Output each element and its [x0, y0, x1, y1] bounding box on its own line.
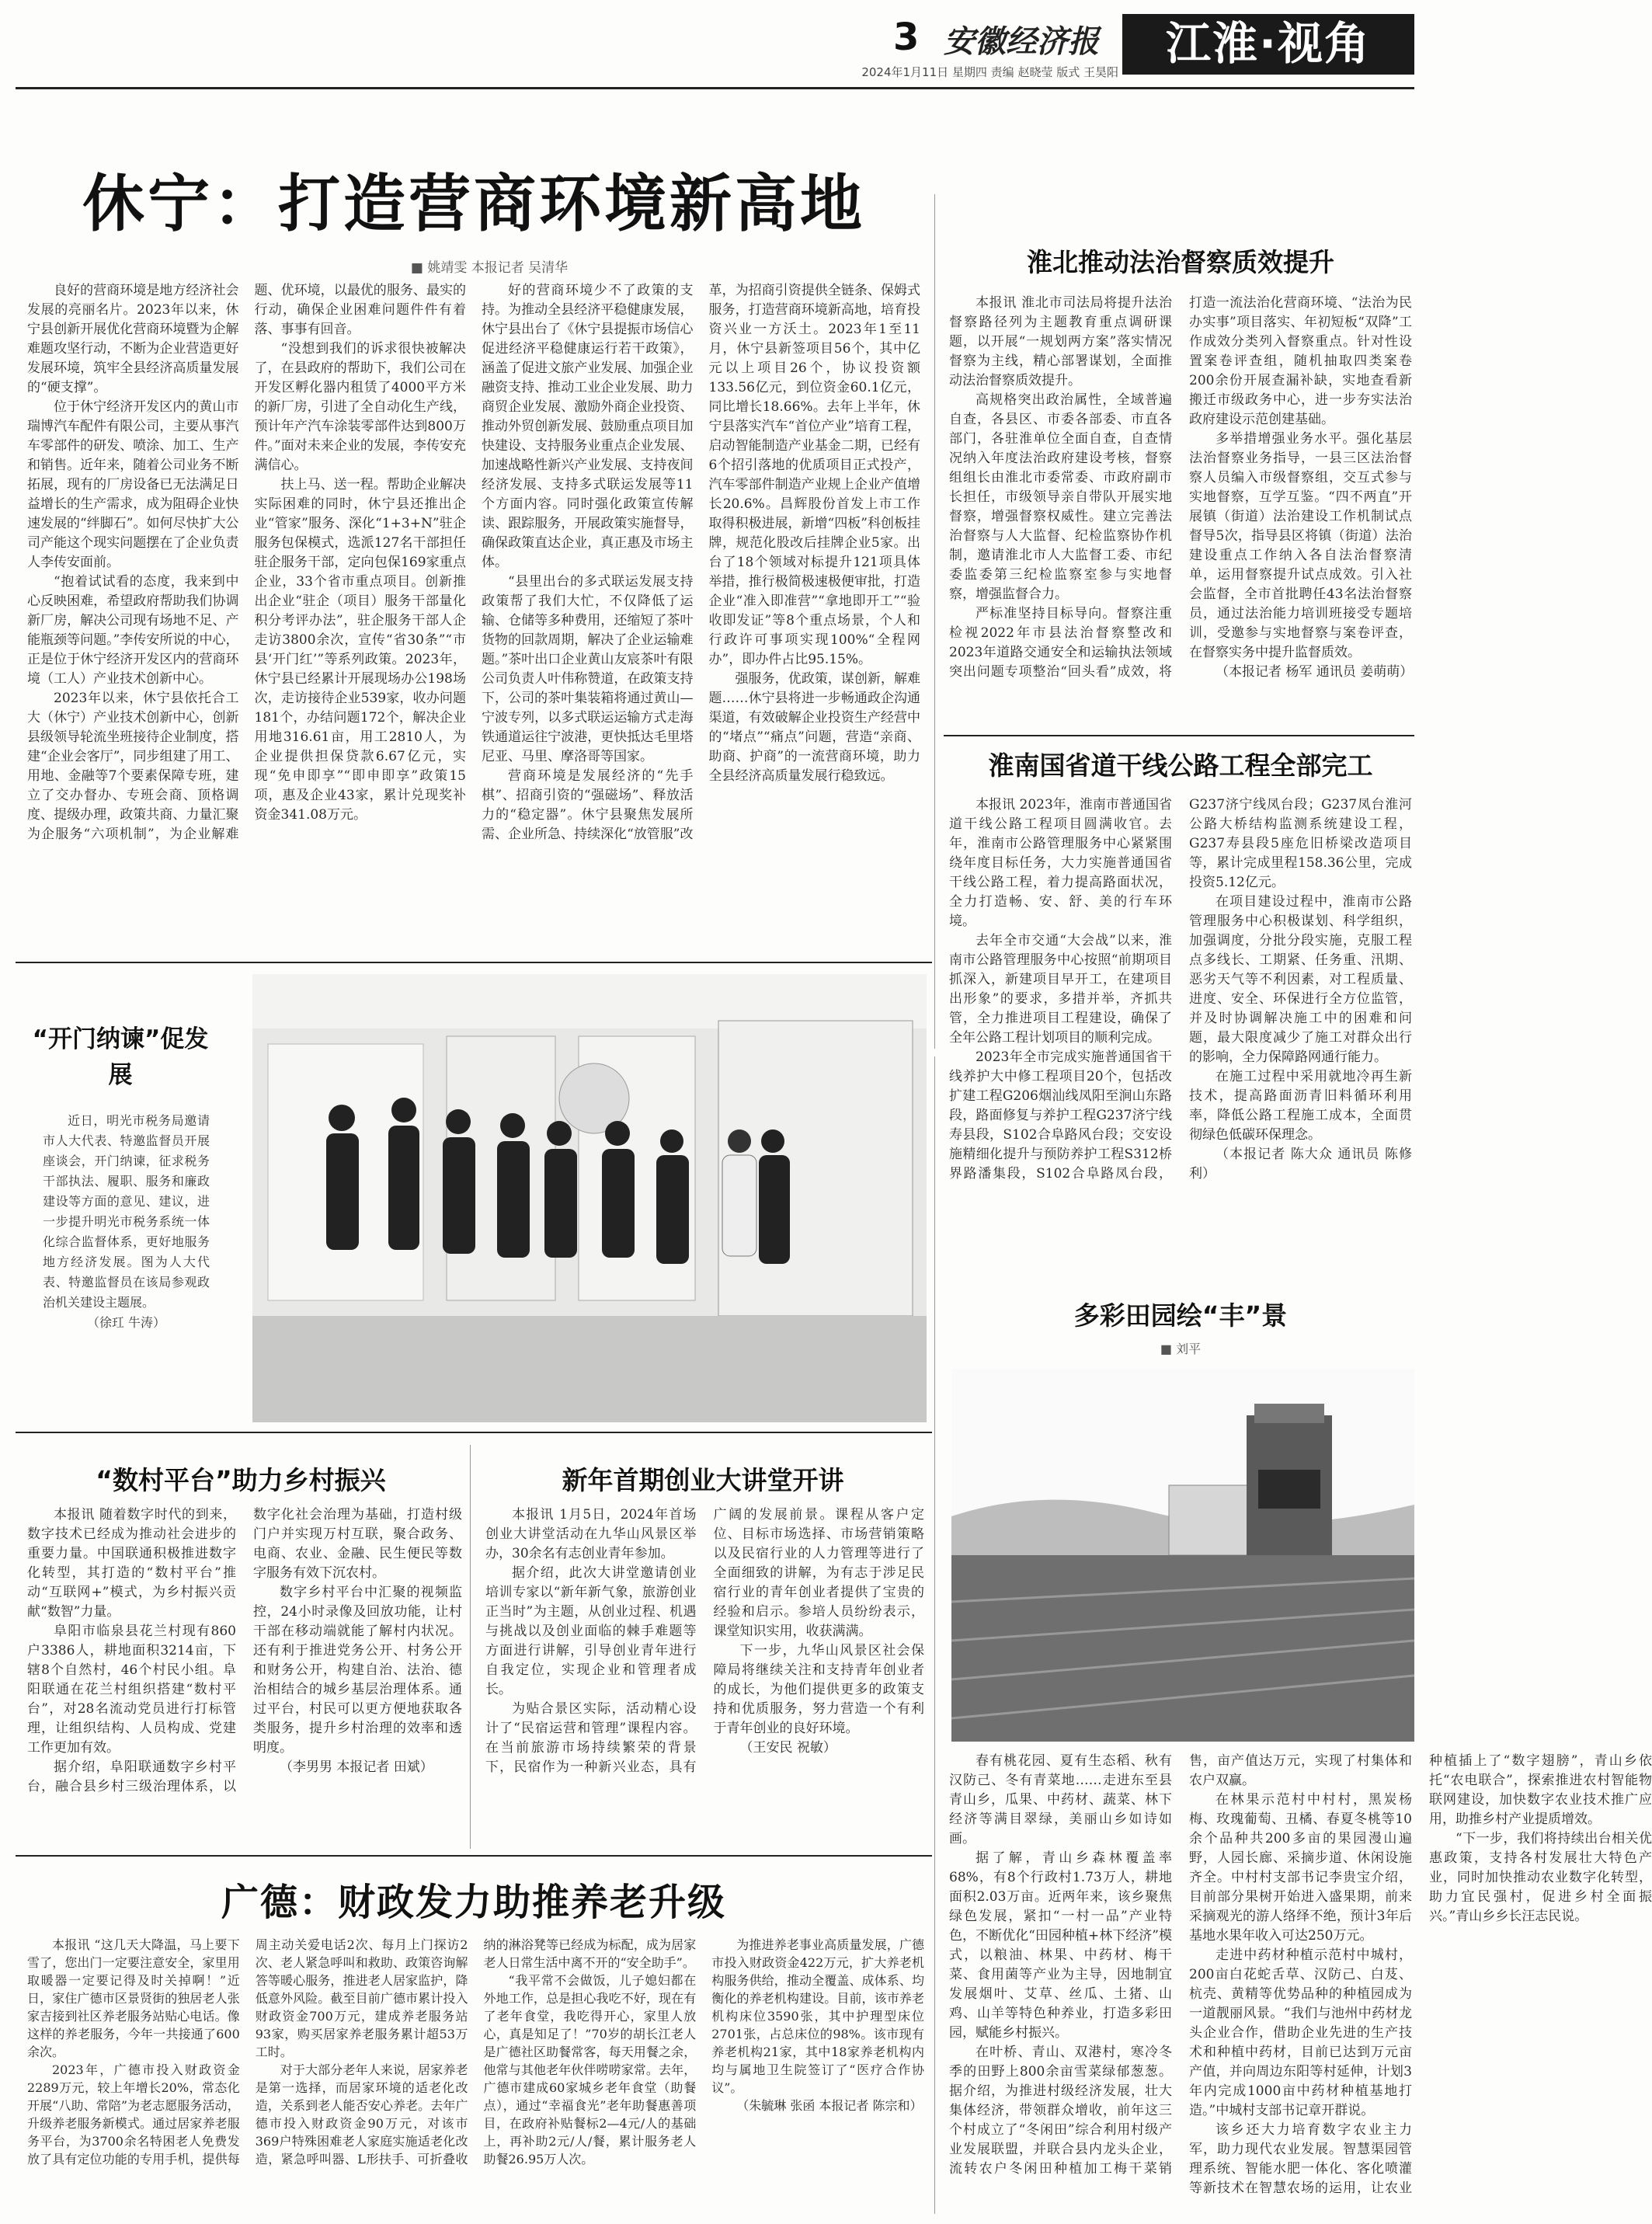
section-rule	[16, 962, 932, 963]
a1-para: 2023年以来，休宁县依托合工大（休宁）产业技术创新中心，创新县级领导轮流坐班接待企业制度，搭建“企业会客厅”，同步组建了用工、用地、金融等7个要素保障专班，建立了交办督办、专班会商、顶格调度、提级办理，政策共商、力量汇聚为企服务“六项机制”，为企业解难题、优环境，以最优的服务、最实的行动，确保企业困难问题件件有着落、事事有回音。	[27, 283, 466, 842]
a1-para: 强服务，优政策，谋创新，解难题……休宁县将进一步畅通政企沟通渠道，有效破解企业投资生产经营中的“堵点”“痛点”问题，营造“亲商、助商、护商”的一流营商环境，助力全县经济高质量发展行稳致远。	[708, 671, 920, 784]
a4-caption	[43, 1111, 210, 1367]
a5-para: “下一步，我们将持续出台相关优惠政策，支持各村发展壮大特色产业，同时加快推动农业数字化转型，助力宜民强村，促进乡村全面振兴。”青山乡乡长汪志民说。	[1429, 1831, 1652, 1924]
a8-body	[27, 1936, 924, 2212]
a8-title: 广德：财政发力助推养老升级	[221, 1881, 726, 1924]
masthead-rule	[16, 87, 1414, 89]
a7-para: 为贴合景区实际，活动精心设计了“民宿运营和管理”课程内容。在当前旅游市场持续繁荣的背景下，民宿作为一种新兴业态，具有广阔的发展前景。课程从客户定位、目标市场选择、市场营销策略以及民宿行业的人力管理等进行了全面细致的讲解，为有志于涉足民宿行业的青年创业者提供了宝贵的经验和启示。参培人员纷纷表示，课堂知识实用，收获满满。	[485, 1507, 924, 1775]
a1-para: 好的营商环境少不了政策的支持。为推动全县经济平稳健康发展，休宁县出台了《休宁县提振市场信心促进经济平稳健康运行若干政策》，涵盖了促进文旅产业发展、加强企业融资支持、推动工业企业发展、助力商贸企业发展、激励外商企业投资、推动外贸创新发展、鼓励重点项目加快建设、支持服务业重点企业发展、加速战略性新兴产业发展、支持夜间经济发展、支持多式联运发展等11个方面内容。同时强化政策宣传解读、跟踪服务，开展政策实施督导，确保政策直达企业，真正惠及市场主体。	[482, 283, 694, 570]
a5-para: 走进中药材种植示范村中城村，200亩白花蛇舌草、汉防己、白芨、杭壳、黄精等优势品种的种植园成为一道靓丽风景。“我们与池州中药材龙头企业合作，借助企业先进的生产技术和种植中药材，目前已达到万元亩产值，并向周边东阳等村延伸，计划3年内完成1000亩中药材种植基地打造。”中城村支部书记章开群说。	[1189, 1947, 1412, 2118]
a1-para: 良好的营商环境是地方经济社会发展的亮丽名片。2023年以来，休宁县创新开展优化营商环境暨为企解难题攻坚行动，不断为企业营造更好发展环境，筑牢全县经济高质量发展的“硬支撑”。	[27, 283, 239, 395]
photo-village-svg	[951, 1369, 1414, 1742]
a3-body	[949, 795, 1412, 1192]
a8-para: 本报讯 “这几天大降温，马上要下雪了，您出门一定要注意安全，家里用取暖器一定要记得及时关掉啊！”近日，家住广德市区景贤街的独居老人张家吉接到社区养老服务站贴心电话。像这样的养老服务，今年一共接通了600余次。	[27, 1937, 240, 2059]
a6-para: 数字乡村平台中汇聚的视频监控，24小时录像及回放功能，让村干部在移动端就能了解村内状况。还有利于推进党务公开、村务公开和财务公开，构建自治、法治、德治相结合的城乡基层治理体系。通过平台，村民可以更方便地获取各类服务，提升乡村治理的效率和透明度。	[253, 1585, 462, 1756]
column-divider	[934, 194, 935, 1049]
a1-para: “抱着试试看的态度，我来到中心反映困难，希望政府帮助我们协调新厂房，解决公司现有场地不足、产能瓶颈等问题。”李传安所说的中心，正是位于休宁经济开发区内的营商环境（工人）产业技术创新中心。	[27, 574, 239, 687]
a7-credit: （王安民 祝敏）	[739, 1740, 836, 1756]
a7-para: 本报讯 1月5日，2024年首场创业大讲堂活动在九华山风景区举办，30余名有志创业青年参加。	[485, 1507, 697, 1561]
a5-para: 据了解，青山乡森林覆盖率68%，有8个行政村1.73万人，耕地面积2.03万亩。近两年来，该乡聚焦绿色发展，紧扣“一村一品”产业特色，不断优化“田园种植+林下经济”模式，以粮油、林果、中药材、梅干菜、食用菌等产业为主导，因地制宜发展烟叶、艾草、丝瓜、土猪、山鸡、山羊等特色种养业，打造多彩田园，赋能乡村振兴。	[949, 1850, 1172, 2041]
a1-title: 休宁：打造营商环境新高地	[82, 168, 865, 240]
a5-para: 该乡还大力培育数字农业主力军，助力现代农业发展。智慧渠园管理系统、智能水肥一体化、客化喷灌等新技术在智慧农场的运用，让农业种植插上了“数字翅膀”，青山乡依托“农电联合”，探索推进农村智能物联网建设，加快数字农业技术推广应用，助推乡村产业提质增效。	[1189, 1753, 1652, 2196]
a2-para: 多举措增强业务水平。强化基层法治督察业务指导，一县三区法治督察人员编入市级督察组，交互式参与实地督察，互学互鉴。“四不两直”开展镇（街道）法治建设工作机制试点督导5次，指导县区将镇（街道）法治建设重点工作纳入各自法治督察清单，运用督察提升试点成效。引入社会监督，全市首批聘任43名法治督察员，通过法治能力培训班接受专题培训，受邀参与实地督察与案卷评查，在督察实务中提升监督质效。	[1189, 431, 1412, 660]
a1-para: 位于休宁经济开发区内的黄山市瑞博汽车配件有限公司，主要从事汽车零部件的研发、喷涂、加工、生产和销售。近年来，随着公司业务不断拓展，现有的厂房设备已无法满足日益增长的生产需求，成为阻碍企业快速发展的“绊脚石”。如何尽快扩大公司产能这个现实问题摆在了企业负责人李传安面前。	[27, 399, 239, 570]
a3-title: 淮南国省道干线公路工程全部完工	[988, 750, 1373, 781]
a7-para: 据介绍，此次大讲堂邀请创业培训专家以“新年新气象，旅游创业正当时”为主题，从创业过程、机遇与挑战以及创业面临的棘手难题等方面进行讲解，引导创业青年进行自我定位，实现企业和管理者成长。	[485, 1565, 697, 1697]
a8-para: 为推进养老事业高质量发展，广德市投入财政资金422万元，扩大养老机构服务供给，推动全覆盖、成体系、均衡化的养老机构建设。目前，该市养老机构床位3590张，其中护理型床位2701张，占总床位的98%。该市现有养老机构21家，其中18家养老机构内均与属地卫生院签订了“医疗合作协议”。	[711, 1937, 924, 2095]
a8-para: 对于大部分老年人来说，居家养老是第一选择，而居家环境的适老化改造，关系到老人能否安心养老。去年广德市投入财政资金90万元，对该市369户特殊困难老人家庭实施适老化改造，紧急呼叫器、L形扶手、可折叠收纳的淋浴凳等已经成为标配，成为居家老人日常生活中离不开的“安全助手”。	[255, 1937, 697, 2167]
a2-para: 高规格突出政治属性，全域普遍自查，各县区、市委各部委、市直各部门，各驻淮单位全面自查，自查情况纳入年度法治政府建设考核，督察组组长由淮北市委常委、市政府副市长担任，市级领导亲自带队开展实地督察，增强督察权威性。建立完善法治督察与人大监督、纪检监察协作机制，邀请淮北市人大监督工委、市纪委监委第三纪检监察室参与实地督察，增强监督合力。	[949, 392, 1172, 602]
a6-credit: （李男男 本报记者 田斌）	[280, 1759, 433, 1775]
date-line: 2024年1月11日 星期四 责编 赵晓莹 版式 王昊阳	[861, 65, 1118, 79]
a1-byline: ■ 姚靖雯 本报记者 吴清华	[410, 260, 569, 276]
a6-para: 本报讯 随着数字时代的到来，数字技术已经成为推动社会进步的重要力量。中国联通积极推进数字化转型，其打造的“数村平台”推动“互联网+”模式，为乡村振兴贡献“数智”力量。	[27, 1507, 236, 1620]
a3-para: 在施工过程中采用就地冷再生新技术，提高路面沥青旧料循环利用率，降低公路工程施工成本，全面贯彻绿色低碳环保理念。	[1189, 1069, 1412, 1143]
a3-para: 去年全市交通“大会战”以来，淮南市公路管理服务中心按照“前期项目抓深入，新建项目早开工，在建项目出形象”的要求，多措并举，齐抓共管，全力推进项目工程建设，确保了全年公路工程计划项目的顺利完成。	[949, 933, 1172, 1046]
section-rule	[16, 1855, 932, 1857]
a1-body	[27, 281, 920, 1066]
a6-title: “数村平台”助力乡村振兴	[96, 1465, 386, 1495]
a5-title: 多彩田园绘“丰”景	[1073, 1300, 1288, 1331]
a1-para: “县里出台的多式联运发展支持政策帮了我们大忙，不仅降低了运输、仓储等多种费用，还缩短了茶叶货物的回款周期，解决了企业运输难题。”茶叶出口企业黄山友宸茶叶有限公司负责人叶伟称赞道，在政策支持下，公司的茶叶集装箱将通过黄山—宁波专列，以多式联运运输方式走海铁通道运往宁波港，更快抵达毛里塔尼亚、马里、摩洛哥等国家。	[482, 574, 694, 764]
a4-credit: （徐玒 牛涛）	[86, 1315, 166, 1330]
a5-para: 在叶桥、青山、双港村，寒冷冬季的田野上800余亩雪菜绿郁葱葱。据介绍，为推进村级经济发展，壮大集体经济，带领群众增收，前年这三个村成立了“冬闲田”综合利用村级产业发展联盟，并联合县内龙头企业，流转农户冬闲田种植加工梅干菜销售，亩产值达万元，实现了村集体和农户双赢。	[949, 1753, 1412, 2177]
a2-para: 本报讯 淮北市司法局将提升法治督察路径列为主题教育重点调研课题，以开展“一规划两方案”落实情况督察为主线，精心部署谋划，全面推动法治督察质效提升。	[949, 295, 1172, 388]
a3-para: 在项目建设过程中，淮南市公路管理服务中心积极谋划、科学组织，加强调度，分批分段实施，克服工程点多线长、工期紧、任务重、汛期、恶劣天气等不利因素，对工程质量、进度、安全、环保进行全方位监管，并及时协调解决施工中的困难和问题，最大限度减少了施工对群众出行的影响，全力保障路网通行能力。	[1189, 894, 1412, 1065]
a7-para: 下一步，九华山风景区社会保障局将继续关注和支持青年创业者的成长，为他们提供更多的政策支持和优质服务，努力营造一个有利于青年创业的良好环境。	[713, 1643, 924, 1736]
a4-text: 近日，明光市税务局邀请市人大代表、特邀监督员开展座谈会，开门纳谏，征求税务干部执法、履职、服务和廉政建设等方面的意见、建议，进一步提升明光市税务系统一体化综合监督体系，更好地服务地方经济发展。图为人大代表、特邀监督员在该局参观政治机关建设主题展。	[43, 1113, 210, 1310]
a6-para: 阜阳市临泉县花兰村现有860户3386人，耕地面积3214亩，下辖8个自然村，46个村民小组。阜阳联通在花兰村组织搭建“数村平台”，对28名流动党员进行打标管理，让组织结构、人员构成、党建工作更加有效。	[27, 1624, 236, 1756]
paper-name: 安徽经济报	[944, 23, 1099, 60]
a2-title: 淮北推动法治督察质效提升	[1027, 247, 1334, 277]
column-divider	[470, 1445, 471, 1849]
a4-title: “开门纳谏”促发展	[32, 1025, 209, 1089]
photo-meeting	[252, 974, 927, 1422]
a8-para: “我平常不会做饭，儿子媳妇都在外地工作，总是担心我吃不好，现在有了老年食堂，我吃得开心，家里人放心，真是知足了！”70岁的胡长江老人是广德社区助餐常客，每天用餐之余，他常与其他老年伙伴唠唠家常。去年，广德市建成60家城乡老年食堂（助餐点），通过“幸福食光”老年助餐惠善项目，在政府补贴餐标2—4元/人的基础上，再补助2元/人/餐，累计服务老人助餐26.95万人次。	[483, 1973, 697, 2167]
page-number: 3	[893, 16, 920, 59]
photo-village	[951, 1369, 1414, 1742]
a5-byline: ■ 刘平	[1160, 1342, 1202, 1356]
photo-meeting-svg	[252, 974, 927, 1422]
a1-para: “没想到我们的诉求很快被解决了，在县政府的帮助下，我们公司在开发区孵化器内租赁了4000平方米的新厂房，引进了全自动化生产线，预计年产汽车涂装零部件达到800万件。”面对未来企业的发展，李传安充满信心。	[254, 341, 466, 473]
a3-para: 本报讯 2023年，淮南市普通国省道干线公路工程项目圆满收官。去年，淮南市公路管理服务中心紧紧围绕年度目标任务，大力实施普通国省干线公路工程，着力提高路面状况，全力打造畅、安、舒、美的行车环境。	[949, 797, 1172, 929]
a2-para: 严标准坚持目标导向。督察注重检视2022年市县法治督察整改和2023年道路交通安全和运输执法领域突出问题专项整治“回头看”成效，将打造一流法治化营商环境、“法治为民办实事”项目落实、年初短板“双降”工作成效分类列入督察重点。针对性设置案卷评查组，随机抽取四类案卷200余份开展查漏补缺，实地查看新搬迁市级政务中心，进一步夯实法治政府建设示范创建基础。	[949, 295, 1412, 680]
section-rule	[944, 735, 1414, 736]
a2-credit: （本报记者 杨军 通讯员 姜萌萌）	[1216, 664, 1414, 680]
a6-para: 据介绍，阜阳联通数字乡村平台，融合县乡村三级治理体系，以数字化社会治理为基础，打造村级门户并实现万村互联，聚合政务、电商、农业、金融、民生便民等数字服务有效下沉农村。	[27, 1507, 462, 1794]
a6-body	[27, 1505, 462, 1839]
a1-para: 营商环境是发展经济的“先手棋”、招商引资的“强磁场”、释放活力的“稳定器”。休宁县聚焦发展所需、企业所急、持续深化“放管服”改革，为招商引资提供全链条、保姆式服务，打造营商环境新高地，培育投资兴业一方沃土。2023年1至11月，休宁县新签项目56个，其中亿元以上项目26个，协议投资额133.56亿元，到位资金60.1亿元，同比增长18.66%。去年上半年，休宁县落实汽车“首位产业”培育工程，启动智能制造产业基金二期，已经有6个招引落地的优质项目正式投产，汽车零部件制造产业规上企业产值增长20.6%。昌辉股份首发上市工作取得积极进展，新增“四板”科创板挂牌，规范化股改后挂牌企业5家。出台了18个领域对标提升121项具体举措，推行极简极速极便审批，打造企业“准入即准营”“拿地即开工”“验收即发证”等8个重点场景，个人和行政许可事项实现100%“全程网办”，即办件占比95.15%。	[482, 283, 920, 842]
a5-body	[949, 1752, 1652, 2210]
section-rule	[16, 1432, 932, 1433]
a3-para: 2023年全市完成实施普通国省干线养护大中修工程项目20个，包括改扩建工程G206烟汕线凤阳至涧山东路段，路面修复与养护工程G237济宁线寿县段，S102合阜路风台段；交安设施精细化提升与预防养护工程S312桥界路潘集段，S102合阜路凤台段，G237济宁线凤台段；G237凤台淮河公路大桥结构监测系统建设工程，G237寿县段5座危旧桥梁改造项目等，累计完成里程158.36公里，完成投资5.12亿元。	[949, 797, 1412, 1182]
a1-para: 扶上马、送一程。帮助企业解决实际困难的同时，休宁县还推出企业“管家”服务、深化“1+3+N”驻企服务包保模式，选派127名干部担任驻企服务干部，定向包保169家重点企业，33个省市重点项目。创新推出企业“驻企（项目）服务干部量化积分考评办法”，驻企服务干部人企走访3800余次，宣传“省30条”“市县‘开门红’”等系列政策。2023年，休宁县已经累计开展现场办公198场次，走访接待企业539家，收办问题181个，办结问题172个，解决企业用地316.61亩，用工2810人，为企业提供担保贷款6.67亿元，实现“免申即享”“即申即享”政策15项，惠及企业43家，累计兑现奖补资金341.08万元。	[254, 477, 466, 823]
section-title: 江淮·视角	[1122, 14, 1414, 75]
a5-para: 春有桃花园、夏有生态稻、秋有汉防己、冬有青菜地……走进东至县青山乡，瓜果、中药材、蔬菜、林下经济等满目翠绿，美丽山乡如诗如画。	[949, 1753, 1172, 1846]
a8-para: 2023年，广德市投入财政资金2289万元，较上年增长20%，常态化开展“八助、常陪”为老志愿服务活动，升级养老服务新模式。通过居家养老服务平台，为3700余名特困老人免费发放了具有定位功能的专用手机，提供每周主动关爱电话2次、每月上门探访2次、老人紧急呼叫和救助、政策咨询解答等暖心服务，推进老人居家监护，降低意外风险。截至目前广德市累计投入财政资金700万元，建成养老服务站93家，购买居家养老服务累计超53万工时。	[27, 1937, 468, 2167]
a2-body	[949, 294, 1412, 729]
a5-para: 在林果示范村中村村，黑炭杨梅、玫瑰葡萄、丑橘、春夏冬桃等10余个品种共200多亩的果园漫山遍野，人园长廊、采摘步道、休闲设施齐全。中村村支部书记李贵宝介绍，目前部分果树开始进入盛果期，前来采摘观光的游人络绎不绝，预计3年后基地水果年收入可达250万元。	[1189, 1792, 1412, 1944]
a7-title: 新年首期创业大讲堂开讲	[562, 1465, 844, 1495]
a7-body	[485, 1505, 924, 1839]
column-divider	[934, 1056, 935, 2214]
a8-credit: （朱毓琳 张函 本报记者 陈宗和）	[736, 2098, 923, 2113]
a3-credit: （本报记者 陈大众 通讯员 陈修利）	[1189, 1147, 1412, 1182]
